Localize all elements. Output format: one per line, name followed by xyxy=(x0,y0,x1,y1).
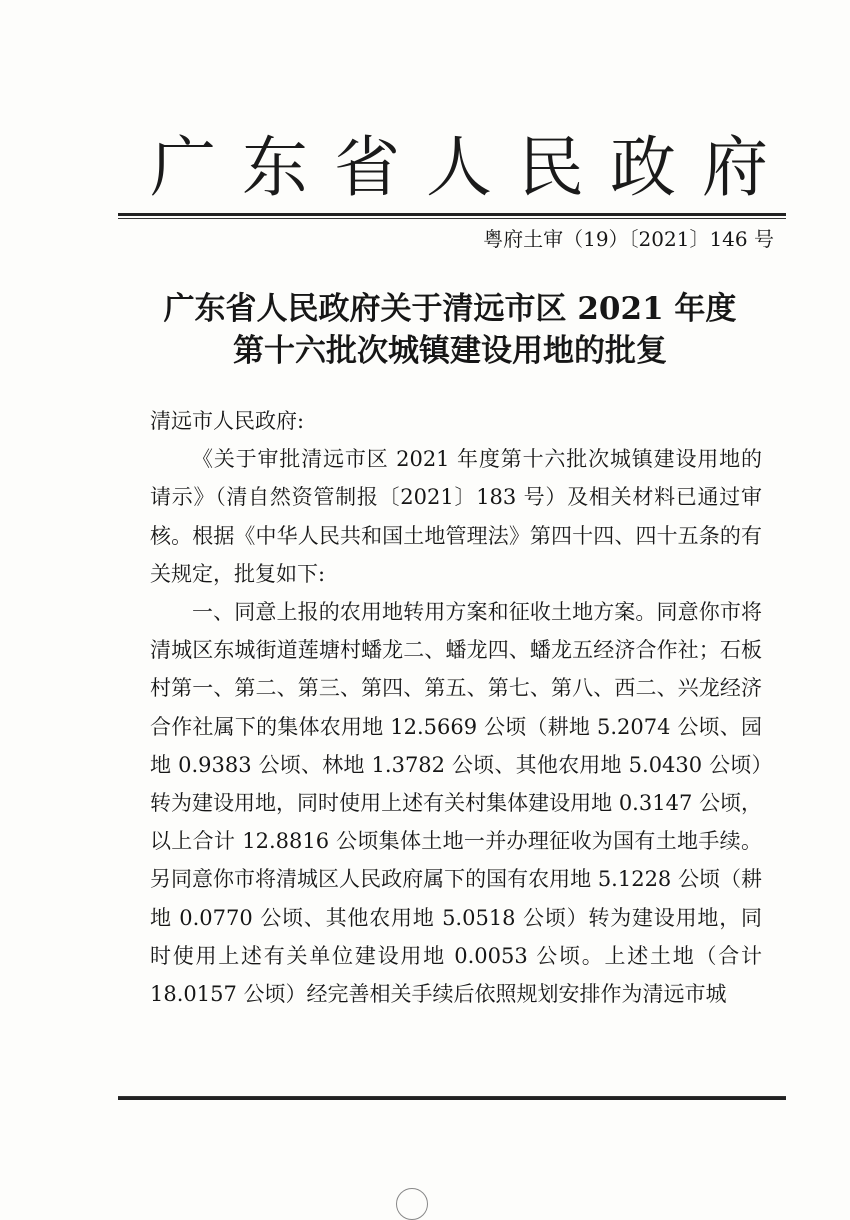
body-paragraph-2: 一、同意上报的农用地转用方案和征收土地方案。同意你市将清城区东城街道莲塘村蟠龙二、蟠龙四、蟠龙五经济合作社；石板村第一、第二、第三、第四、第五、第七、第八、西二、兴龙经济合作社属下的集体农用地 12.5669 公顷（耕地 5.2074 公顷、园地 0.9383 公顷、林地 1.3782 公顷、其他农用地 5.0430 公顷）转为建设用地，同时使用上述有关村集体建设用地 0.3147 公顷，以上合计 12.8816 公顷集体土地一并办理征收为国有土地手续。另同意你市将清城区人民政府属下的国有农用地 5.1228 公顷（耕地 0.0770 公顷、其他农用地 5.0518 公顷）转为建设用地，同时使用上述有关单位建设用地 0.0053 公顷。上述土地（合计 18.0157 公顷）经完善相关手续后依照规划安排作为清远市城 xyxy=(150,600,762,1007)
document-body xyxy=(150,402,762,1013)
document-number: 粤府土审（19）〔2021〕146 号 xyxy=(483,227,774,251)
page-number-mark xyxy=(396,1188,428,1220)
issuer-char: 民 xyxy=(518,129,586,206)
issuer-letterhead xyxy=(150,128,770,208)
document-title xyxy=(120,288,780,372)
title-line-2: 第十六批次城镇建设用地的批复 xyxy=(233,333,667,369)
title-line-1: 广东省人民政府关于清远市区 2021 年度 xyxy=(163,291,737,327)
issuer-char: 人 xyxy=(426,129,494,206)
issuer-char: 省 xyxy=(334,129,402,206)
body-paragraph-1: 《关于审批清远市区 2021 年度第十六批次城镇建设用地的请示》（清自然资管制报〔2021〕183 号）及相关材料已通过审核。根据《中华人民共和国土地管理法》第四十四、四十五条的有关规定，批复如下: xyxy=(150,447,762,586)
issuer-char: 府 xyxy=(702,129,770,206)
issuer-char: 东 xyxy=(242,129,310,206)
issuer-char: 政 xyxy=(610,129,678,206)
footer-divider xyxy=(118,1094,786,1100)
issuer-char: 广 xyxy=(150,129,218,206)
salutation: 清远市人民政府: xyxy=(150,409,305,433)
header-divider xyxy=(118,213,786,219)
